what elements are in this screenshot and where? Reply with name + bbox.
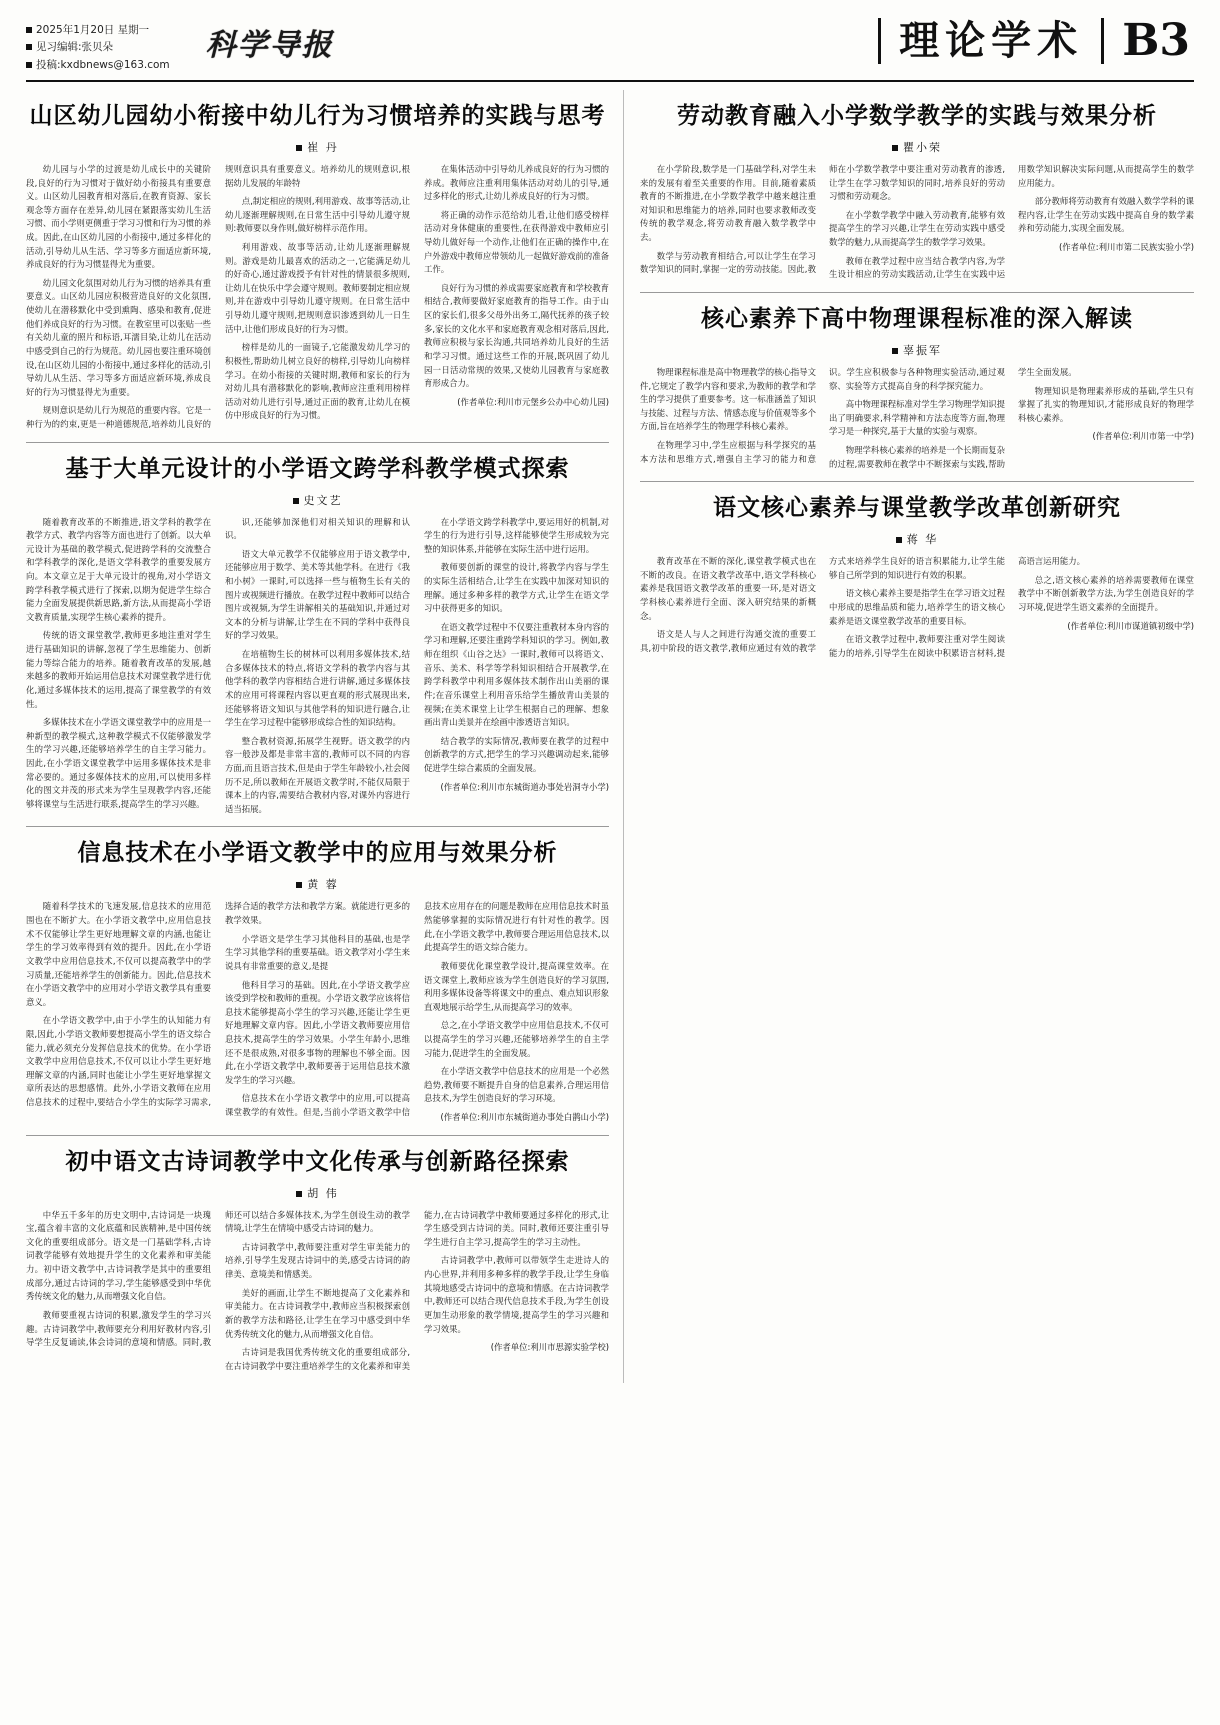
- article-signature: (作者单位:利川市东城街道办事处岩洞寺小学): [440, 781, 609, 792]
- bullet-square-icon: [296, 882, 302, 888]
- article-signature: (作者单位:利川市东城街道办事处白鹊山小学): [440, 1111, 609, 1122]
- article-body: [640, 366, 1194, 471]
- paragraph: 语文大单元教学不仅能够应用于语文教学中,还能够应用于数学、美术等其他学科。在进行《我和小树》一课时,可以选择一些与植物生长有关的图片或视频进行播放。在教学过程中教师可以结合图片或视频,为学生讲解相关的基础知识,并通过对文本的分析与讲解,让学生在不同的学科中获得良好的学习效果。: [225, 548, 410, 641]
- paragraph: 数学与劳动教育相结合,可以让学生在学习数学知识的同时,掌握一定的劳动技能。因此,教师在小学数学教学中要注重对劳动教育的渗透,让学生在学习数学知识的同时,培养良好的劳动习惯和劳动观念。: [640, 163, 1005, 275]
- article-dadanyuan-sheji: [26, 453, 609, 828]
- article-byline: [26, 492, 609, 508]
- article-laodong-jiaoyu: [640, 100, 1194, 293]
- right-column: [624, 90, 1194, 1383]
- article-body: [26, 163, 609, 432]
- article-signature: (作者单位:利川市第一中学): [1092, 431, 1194, 442]
- paragraph: 利用游戏、故事等活动,让幼儿逐渐理解规则。游戏是幼儿最喜欢的活动之一,它能满足幼儿的好奇心,通过游戏授予有针对性的情景很多规则,让幼儿在快乐中学会遵守规则。教师要制定相应规则,并在游戏中引导幼儿遵守规则。在日常生活中引导幼儿遵守规则,把规则意识渗透到幼儿一日生活中,让他们形成良好的行为习惯。: [225, 242, 410, 334]
- editor-line: 见习编辑:张贝朵: [26, 39, 170, 56]
- article-byline: [640, 342, 1194, 358]
- divider: [640, 292, 1194, 293]
- article-signature: (作者单位:利川市第二民族实验小学): [1059, 242, 1194, 253]
- paragraph: 教师要创新的课堂的设计,将教学内容与学生的实际生活相结合,让学生在实践中加深对知识的理解。通过多种多样的教学方式,让学生在语文学习中获得更多的知识。: [424, 562, 609, 614]
- paragraph: 在物理学习中,学生应根据与科学探究的基本方法和思维方式,增强自主学习的能力和意识。学生应积极参与各种物理实验活动,通过观察、实验等方式提高自身的科学探究能力。: [640, 366, 1005, 464]
- page-number: B3: [1122, 15, 1190, 66]
- paragraph: 教师要重视古诗词的积累,激发学生的学习兴趣。古诗词教学中,教师要充分利用好教材内容,引导学生反复诵读,体会诗词的意境和情感。同时,教师还可以结合多媒体技术,为学生创设生动的教学情境,让学生在情境中感受古诗词的魅力。: [26, 1209, 410, 1348]
- bullet-square-icon: [293, 498, 299, 504]
- bullet-square-icon: [26, 44, 32, 50]
- bullet-square-icon: [296, 1191, 302, 1197]
- paragraph: 古诗词教学中,教师要注重对学生审美能力的培养,引导学生发现古诗词中的美,感受古诗词的韵律美、意境美和情感美。: [225, 1241, 410, 1280]
- paragraph: 随着教育改革的不断推进,语文学科的教学在教学方式、教学内容等方面也进行了创新。以大单元设计为基础的教学模式,促进跨学科的交流整合和学科教学的深化,是语文学科教学的重要发展方向。本文章立足于大单元设计的视角,对小学语文跨学科教学模式进行了探索,以期为促进学生综合能力全面发展提供新思路,新方法,从而提高小学语文教育质量,实现学生核心素养的提升。: [26, 516, 211, 622]
- divider: [878, 18, 881, 64]
- divider: [1101, 18, 1104, 64]
- masthead-info: [26, 18, 170, 74]
- paragraph: 物理学科核心素养的培养是一个长期而复杂的过程,需要教师在教学中不断探索与实践,帮助学生全面发展。: [829, 366, 1077, 469]
- article-byline: [26, 139, 609, 155]
- article-title: 劳动教育融入小学数学教学的实践与效果分析: [677, 101, 1157, 129]
- paragraph: 总之,语文核心素养的培养需要教师在课堂教学中不断创新教学方法,为学生创造良好的学习环境,促进学生语文素养的全面提升。: [1018, 574, 1194, 613]
- paragraph: 良好行为习惯的养成需要家庭教育和学校教育相结合,教师要做好家庭教育的指导工作。由于山区的家长们,很多父母外出务工,隔代抚养的孩子较多,家长的文化水平和家庭教育观念相对落后,因此,教师应积极与家长沟通,共同培养幼儿良好的生活和学习习惯。通过这些工作的开展,既巩固了幼儿园一日活动常规的效果,又使幼儿园教育与家庭教育形成合力。: [424, 282, 609, 389]
- paragraph: 榜样是幼儿的一面镜子,它能激发幼儿学习的积极性,帮助幼儿树立良好的榜样,引导幼儿向榜样学习。在幼小衔接的关键时期,教师和家长的行为对幼儿具有潜移默化的影响,教师应注重利用榜样活动对幼儿进行引导,通过正面的教育,让幼儿在模仿中形成良好的行为习惯。: [225, 342, 410, 421]
- paragraph: 将正确的动作示范给幼儿看,让他们感受榜样活动对身体健康的重要性,在获得游戏中教师应引导幼儿做好每一个动作,让他们在正确的操作中,在户外游戏中教师应带领幼儿一起做好游戏前的准备工作。: [424, 209, 609, 275]
- paragraph: 在培植物生长的树林可以利用多媒体技术,结合多媒体技术的特点,将语文学科的教学内容与其他学科的教学内容相结合进行讲解,通过多媒体技术的应用可将课程内容以更直观的形式展现出来,还能够将语文知识与其他学科的知识进行融合,让学生在学习过程中能够形成综合性的知识结构。: [225, 649, 410, 728]
- bullet-square-icon: [26, 62, 32, 68]
- paragraph: 美好的画面,让学生不断地提高了文化素养和审美能力。在古诗词教学中,教师应当积极探索创新的教学方法和路径,让学生在学习中感受到中华优秀传统文化的魅力,从而增强文化自信。: [225, 1287, 410, 1339]
- article-wuli-kecheng: [640, 303, 1194, 482]
- article-body: [26, 516, 609, 817]
- paragraph: 教师要优化课堂教学设计,提高课堂效率。在语文课堂上,教师应该为学生创造良好的学习氛围,利用多媒体设备等将课文中的重点、难点知识形象直观地展示给学生,从而提高学习的效率。: [424, 960, 609, 1012]
- paragraph: 在语文教学过程中,教师要注重对学生阅读能力的培养,引导学生在阅读中积累语言材料,提高语言运用能力。: [829, 556, 1085, 658]
- date-line: 2025年1月20日 星期一: [26, 22, 170, 39]
- email-line: 投稿:kxdbnews@163.com: [26, 57, 170, 74]
- paragraph: 高中物理课程标准对学生学习物理学知识提出了明确要求,科学精神和方法态度等方面,物理学习是一种探究,基于大量的实验与观察。: [829, 399, 1005, 437]
- paragraph: 识,还能够加深他们对相关知识的理解和认识。: [225, 516, 410, 541]
- article-title: 信息技术在小学语文教学中的应用与效果分析: [77, 839, 558, 867]
- paragraph: 幼儿园文化氛围对幼儿行为习惯的培养具有重要意义。山区幼儿园应积极营造良好的文化氛围,使幼儿在潜移默化中受到熏陶、感染和教育,促进他们养成良好的行为习惯。在教室里可以张贴一些有关幼儿童的照片和标语,耳濡目染,让幼儿在活动中感受到自己的行为规范。幼儿园也要注重环境创设,在山区幼儿园的小衔接中,通过多样化的活动,引导幼儿从生活、学习等多方面适应新环境,养成良好的行为习惯显得尤为重要。: [26, 277, 211, 397]
- article-shanqu-youeryuan: [26, 100, 609, 443]
- article-signature: (作者单位:利川市谋道镇初级中学): [1067, 620, 1194, 631]
- divider: [640, 481, 1194, 482]
- article-body: [640, 163, 1194, 282]
- bullet-square-icon: [892, 348, 898, 354]
- paragraph: 多媒体技术在小学语文课堂教学中的应用是一种新型的教学模式,这种教学模式不仅能够激发学生的学习兴趣,还能够培养学生的自主学习能力。因此,在小学语文课堂教学中运用多媒体技术是非常必要的。通过多媒体技术的应用,可以使用多样化的图文并茂的形式来为学生呈现教学内容,还能够将课堂与生活进行联系,提高学生的学习兴趣。: [26, 717, 211, 809]
- paragraph: 在小学数学教学中融入劳动教育,能够有效提高学生的学习兴趣,让学生在劳动实践中感受数学的魅力,从而提高学生的数学学习效果。: [829, 209, 1005, 248]
- paragraph: 他科目学习的基础。因此,在小学语文教学应该受到学校和教师的重视。小学语文教学应该将信息技术能够提高小学生的学习兴趣,还能让学生更好地理解文章内容。因此,小学语文教师要应用信息技术,提高学生的学习效果。小学生年龄小,思维还不是很成熟,对很多事物的理解也不够全面。因此,在小学语文教学中,教师要善于运用信息技术激发学生的学习兴趣。: [225, 979, 410, 1085]
- author-name: 辜振军: [903, 343, 942, 357]
- paragraph: 随着科学技术的飞速发展,信息技术的应用范围也在不断扩大。在小学语文教学中,应用信息技术不仅能够让学生更好地理解文章的内涵,也能让学生的学习效率得到有效的提升。因此,在小学语文教学中应用信息技术,不仅可以提高教学中的学习质量,还能培养学生的创新能力。因此,信息技术在小学语文教学中的应用对小学语文教学具有重要意义。: [26, 901, 211, 1007]
- page-content: [26, 90, 1194, 1383]
- article-title: 山区幼儿园幼小衔接中幼儿行为习惯培养的实践与思考: [29, 101, 606, 129]
- article-title: 语文核心素养与课堂教学改革创新研究: [713, 494, 1121, 522]
- left-column: [26, 90, 624, 1383]
- author-name: 崔 丹: [307, 140, 339, 154]
- paragraph: 物理课程标准是高中物理教学的核心指导文件,它规定了教学内容和要求,为教师的教学和学生的学习提供了重要参考。这一标准涵盖了知识与技能、过程与方法、情感态度与价值观等多个方面,旨在培养学生的物理学科核心素养。: [640, 366, 816, 432]
- bullet-square-icon: [896, 537, 902, 543]
- paragraph: 在小学语文教学中,由于小学生的认知能力有限,因此,小学语文教师要想提高小学生的语文综合能力,就必须充分发挥信息技术的优势。在小学语文教学中应用信息技术,不仅可以让小学生更好地理解文章的内涵,同时也能让小学生更好地掌握文章所表达的思想感情。此外,小学语文教师在应用信息技术的过程中,要结合小学生的实际学习需求,选择合适的教学方法和教学方案。就能进行更多的教学效果。: [26, 901, 410, 1107]
- article-xinxi-jishu: [26, 837, 609, 1135]
- paragraph: 教师在教学过程中应当结合教学内容,为学生设计相应的劳动实践活动,让学生在实践中运用数学知识解决实际问题,从而提高学生的数学应用能力。: [829, 163, 1194, 280]
- paragraph: 信息技术在小学语文教学中的应用,可以提高课堂教学的有效性。但是,当前小学语文教学中信息技术应用存在的问题是教师在应用信息技术时虽然能够掌握的实际情况进行有针对性的教学。因此,在小学语文教学中,教师要合理运用信息技术,以此提高学生的语文综合能力。: [225, 901, 609, 1117]
- divider: [26, 1135, 609, 1136]
- paragraph: 在集体活动中引导幼儿养成良好的行为习惯的养成。教师应注重利用集体活动对幼儿的引导,通过多样化的形式,让幼儿养成良好的行为习惯。: [424, 163, 609, 202]
- paragraph: 语文核心素养主要是指学生在学习语文过程中形成的思维品质和能力,培养学生的语文核心素养是语文课堂教学改革的重要目标。: [829, 588, 1005, 626]
- article-body: [26, 1209, 609, 1374]
- paper-name: 科学导报: [205, 28, 334, 63]
- author-name: 史文艺: [303, 493, 343, 507]
- article-title: 初中语文古诗词教学中文化传承与创新路径探索: [65, 1147, 570, 1175]
- paragraph: 传统的语文课堂教学,教师更多地注重对学生进行基础知识的讲解,忽视了学生思维能力、创新能力等综合能力的培养。随着教育改革的发展,越来越多的教师开始运用信息技术对课堂教学进行优化,通过多媒体技术的运用,提高了课堂教学的有效性。: [26, 630, 211, 709]
- paragraph: 教育改革在不断的深化,课堂教学模式也在不断的改良。在语文教学改革中,语文学科核心素养是我国语文教学改革的重要一环,是对语文学科核心素养进行全面、深入研究结果的新概念。: [640, 556, 816, 621]
- paragraph: 在小学语文教学中信息技术的应用是一个必然趋势,教师要不断提升自身的信息素养,合理运用信息技术,为学生创造良好的学习环境。: [424, 1066, 609, 1104]
- paragraph: 规则意识是幼儿行为规范的重要内容。它是一种行为的约束,更是一种道德规范,培养幼儿良好的规则意识具有重要意义。培养幼儿的规则意识,根据幼儿发展的年龄特: [26, 163, 410, 429]
- paragraph: 整合教材资源,拓展学生视野。语文教学的内容一般涉及都是非常丰富的,教师可以不同的内容方面,而且语言技术,但是由于学生年龄较小,社会阅历不足,所以教师在开展语文教学时,不能仅局限于课本上的内容,需要结合教材内容,对课外内容进行适当拓展。: [225, 735, 410, 814]
- paragraph: 物理知识是物理素养形成的基础,学生只有掌握了扎实的物理知识,才能形成良好的物理学科核心素养。: [1018, 385, 1194, 423]
- paragraph: 点,制定相应的规则,利用游戏、故事等活动,让幼儿逐渐理解规则,在日常生活中引导幼儿遵守规则:教师要以身作则,做好榜样示范作用。: [225, 196, 410, 234]
- author-name: 蒋 华: [906, 533, 939, 547]
- paragraph: 总之,在小学语文教学中应用信息技术,不仅可以提高学生的学习兴趣,还能够培养学生的自主学习能力,促进学生的全面发展。: [424, 1020, 609, 1058]
- paragraph: 在小学阶段,数学是一门基础学科,对学生未来的发展有着至关重要的作用。目前,随着素质教育的不断推进,在小学数学教学中越来越注重对知识和思维能力的培养,同时也要求教师改变传统的教学观念,将劳动教育融入数学教学中去。: [640, 163, 816, 243]
- paragraph: 语文是人与人之间进行沟通交流的重要工具,初中阶段的语文教学,教师应通过有效的教学方式来培养学生良好的语言积累能力,让学生能够自己所学到的知识进行有效的积累。: [640, 556, 1005, 653]
- section-header: [878, 15, 1194, 66]
- paragraph: 部分教师将劳动教育有效融入数学学科的课程内容,让学生在劳动实践中提高自身的数学素养和劳动能力,实现全面发展。: [1018, 196, 1194, 234]
- bullet-square-icon: [296, 145, 302, 151]
- article-body: [26, 900, 609, 1124]
- article-byline: [640, 139, 1194, 155]
- article-signature: (作者单位:利川市思源实验学校): [490, 1342, 609, 1353]
- article-body: [640, 555, 1194, 660]
- divider: [26, 826, 609, 827]
- section-title: 理论学术: [899, 17, 1084, 64]
- article-signature: (作者单位:利川市元堡乡公办中心幼儿园): [457, 396, 609, 407]
- article-byline: [26, 876, 609, 892]
- author-name: 瞿小荣: [903, 140, 942, 154]
- article-title: 基于大单元设计的小学语文跨学科教学模式探索: [65, 454, 570, 482]
- article-yuwen-hexin-suyang: [640, 492, 1194, 660]
- article-byline: [640, 531, 1194, 547]
- bullet-square-icon: [26, 27, 32, 33]
- paragraph: 在语文教学过程中不仅要注重教材本身内容的学习和理解,还要注重跨学科知识的学习。例如,教师在组织《山谷之达》一课时,教师可以将语文、音乐、美术、科学等学科知识相结合开展教学,在跨学科教学中利用多媒体技术制作出山美丽的课件;在音乐课堂上利用音乐给学生播放青山美景的视频;在美术课堂上让学生根据自己的理解、想象画出青山美景并在绘画中渗透语言知识。: [424, 621, 609, 728]
- paragraph: 结合教学的实际情况,教师要在教学的过程中创新教学的方式,把学生的学习兴趣调动起来,能够促进学生综合素质的全面发展。: [424, 735, 609, 773]
- paragraph: 幼儿园与小学的过渡是幼儿成长中的关键阶段,良好的行为习惯对于做好幼小衔接具有重要意义。山区幼儿园教育相对落后,在教育资源、家长观念等方面存在差异,幼儿园在紧跟落实幼儿生活习惯、而小学则更侧重于学习习惯和行为习惯的养成。因此,在山区幼儿园的小衔接中,通过多样化的活动,引导幼儿从生活、学习等多方面适应新环境,养成良好的行为习惯显得尤为重要。: [26, 163, 211, 270]
- divider: [26, 442, 609, 443]
- paragraph: 在小学语文跨学科教学中,要运用好的机制,对学生的行为进行引导,这样能够使学生形成较为完整的知识体系,并能够在实际生活中进行运用。: [424, 516, 609, 554]
- article-byline: [26, 1185, 609, 1201]
- paragraph: 古诗词是我国优秀传统文化的重要组成部分,在古诗词教学中要注重培养学生的文化素养和审美能力,在古诗词教学中教师要通过多样化的形式,让学生感受到古诗词的美。同时,教师还要注重引导学生进行自主学习,提高学生的学习主动性。: [225, 1209, 609, 1371]
- paragraph: 古诗词教学中,教师可以带领学生走进诗人的内心世界,并利用多种多样的教学手段,让学生身临其境地感受古诗词中的意境和情感。在古诗词教学中,教师还可以结合现代信息技术手段,为学生创设更加生动形象的教学情境,提高学生的学习兴趣和学习效果。: [424, 1255, 609, 1334]
- bullet-square-icon: [892, 145, 898, 151]
- author-name: 胡 伟: [307, 1186, 339, 1200]
- masthead: [26, 15, 1194, 82]
- paragraph: 中华五千多年的历史文明中,古诗词是一块瑰宝,蕴含着丰富的文化底蕴和民族精神,是中国传统文化的重要组成部分。语文是一门基础学科,古诗词教学能够有效地提升学生的文化素养和审美能力。初中语文教学中,古诗词教学是其中的重要组成部分,通过古诗词的学习,学生能够感受到中华优秀传统文化的魅力,从而增强文化自信。: [26, 1209, 211, 1302]
- article-gushici: [26, 1146, 609, 1374]
- author-name: 黄 蓉: [307, 878, 339, 892]
- paragraph: 小学语文是学生学习其他科目的基础,也是学生学习其他学科的重要基础。语文教学对小学生来说具有非常重要的意义,是提: [225, 933, 410, 971]
- article-title: 核心素养下高中物理课程标准的深入解读: [701, 304, 1133, 332]
